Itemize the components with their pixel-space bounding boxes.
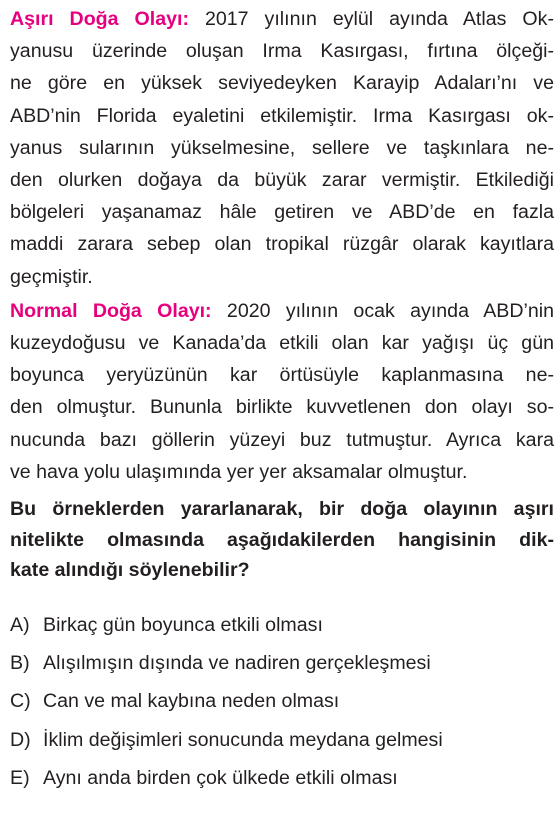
option-letter: A) xyxy=(10,613,30,636)
question-line: kate alındığı söylenebilir? xyxy=(10,559,250,582)
passage-line xyxy=(10,295,554,327)
option-c[interactable] xyxy=(10,682,554,720)
option-text: Birkaç gün boyunca etkili olması xyxy=(43,613,323,636)
passage-line-text: 2017 yılının eylül ayında Atlas Ok- xyxy=(188,8,554,30)
option-text: Aynı anda birden çok ülkede etkili olması xyxy=(43,767,398,790)
question-stem xyxy=(10,494,554,586)
question-line: Bu örneklerden yararlanarak, bir doğa olayının aşırı xyxy=(10,498,554,521)
question-line: nitelikte olmasında aşağıdakilerden hangisinin dik- xyxy=(10,528,554,551)
passage-normal-event xyxy=(10,295,554,488)
passage-extreme-event xyxy=(10,3,554,293)
passage-lead-extreme: Aşırı Doğa Olayı: xyxy=(10,8,189,30)
passage-line-text: 2020 yılının ocak ayında ABD’nin xyxy=(211,299,554,322)
passage-line: den olmuştur. Bununla birlikte kuvvetlenen don olayı so- xyxy=(10,396,554,419)
option-letter: E) xyxy=(10,767,30,790)
option-letter: D) xyxy=(10,728,31,751)
option-text: İklim değişimleri sonucunda meydana gelmesi xyxy=(43,728,443,751)
passage-line: geçmiştir. xyxy=(10,265,93,288)
passage-line: ne göre en yüksek seviyedeyken Karayip Adaları’nı ve xyxy=(10,72,554,95)
option-d[interactable] xyxy=(10,721,554,759)
passage-line: kuzeydoğusu ve Kanada’da etkili olan kar yağışı üç gün xyxy=(10,332,554,355)
passage-line: ve hava yolu ulaşımında yer yer aksamalar olmuştur. xyxy=(10,460,468,483)
passage-line: yanus sularının yükselmesine, sellere ve taşkınlara ne- xyxy=(10,136,554,159)
option-a[interactable] xyxy=(10,606,554,644)
passage-line: yanusu üzerinde oluşan Irma Kasırgası, fırtına ölçeği- xyxy=(10,40,554,63)
option-b[interactable] xyxy=(10,644,554,682)
option-text: Can ve mal kaybına neden olması xyxy=(43,690,340,713)
passage-line: nucunda bazı göllerin yüzeyi buz tutmuştur. Ayrıca kara xyxy=(10,428,554,451)
option-letter: C) xyxy=(10,690,31,713)
passage-line: bölgeleri yaşanamaz hâle getiren ve ABD’de en fazla xyxy=(10,201,554,224)
passage-line: den olurken doğaya da büyük zarar vermiştir. Etkilediği xyxy=(10,169,554,192)
option-e[interactable] xyxy=(10,759,554,797)
option-letter: B) xyxy=(10,651,30,674)
question-page xyxy=(10,3,554,814)
passage-line: boyunca yeryüzünün kar örtüsüyle kaplanmasına ne- xyxy=(10,364,554,387)
passage-lead-normal: Normal Doğa Olayı: xyxy=(10,299,212,322)
passage-line: maddi zarara sebep olan tropikal rüzgâr olarak kayıtlara xyxy=(10,233,554,256)
passage-line xyxy=(10,3,554,35)
answer-options xyxy=(10,606,554,798)
option-text: Alışılmışın dışında ve nadiren gerçekleşmesi xyxy=(43,651,431,674)
passage-line: ABD’nin Florida eyaletini etkilemiştir. Irma Kasırgası ok- xyxy=(10,104,554,127)
